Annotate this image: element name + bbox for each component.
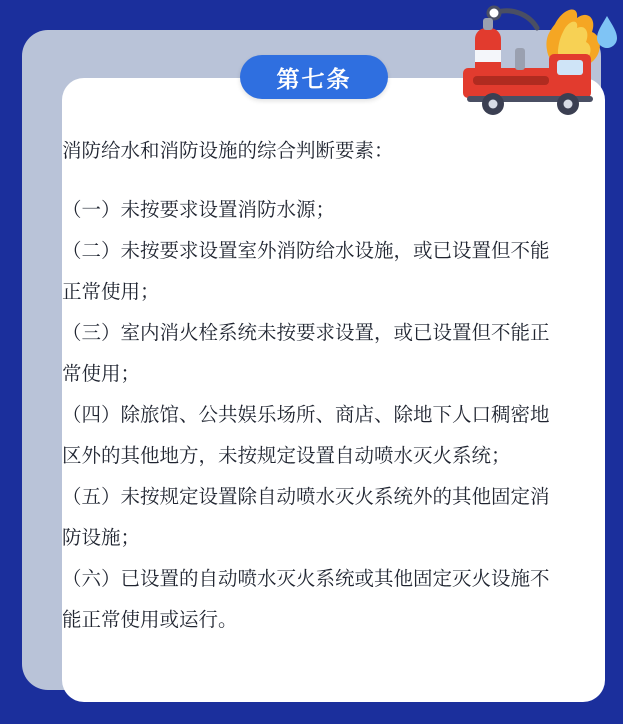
body-item-3: （三）室内消火栓系统未按要求设置，或已设置但不能正常使用；	[62, 321, 550, 385]
body-item-5: （五）未按规定设置除自动喷水灭火系统外的其他固定消防设施；	[62, 485, 550, 549]
article-body	[62, 130, 567, 640]
fire-truck-illustration	[437, 2, 621, 124]
page-title: 第七条	[276, 65, 352, 92]
body-item-6: （六）已设置的自动喷水灭火系统或其他固定灭火设施不能正常使用或运行。	[62, 567, 550, 631]
section-title-badge	[240, 55, 388, 99]
body-lead: 消防给水和消防设施的综合判断要素：	[62, 139, 394, 162]
body-item-2: （二）未按要求设置室外消防给水设施，或已设置但不能正常使用；	[62, 239, 550, 303]
body-item-4: （四）除旅馆、公共娱乐场所、商店、除地下人口稠密地区外的其他地方，未按规定设置自动喷水灭火系统；	[62, 403, 550, 467]
body-item-1: （一）未按要求设置消防水源；	[62, 198, 336, 221]
